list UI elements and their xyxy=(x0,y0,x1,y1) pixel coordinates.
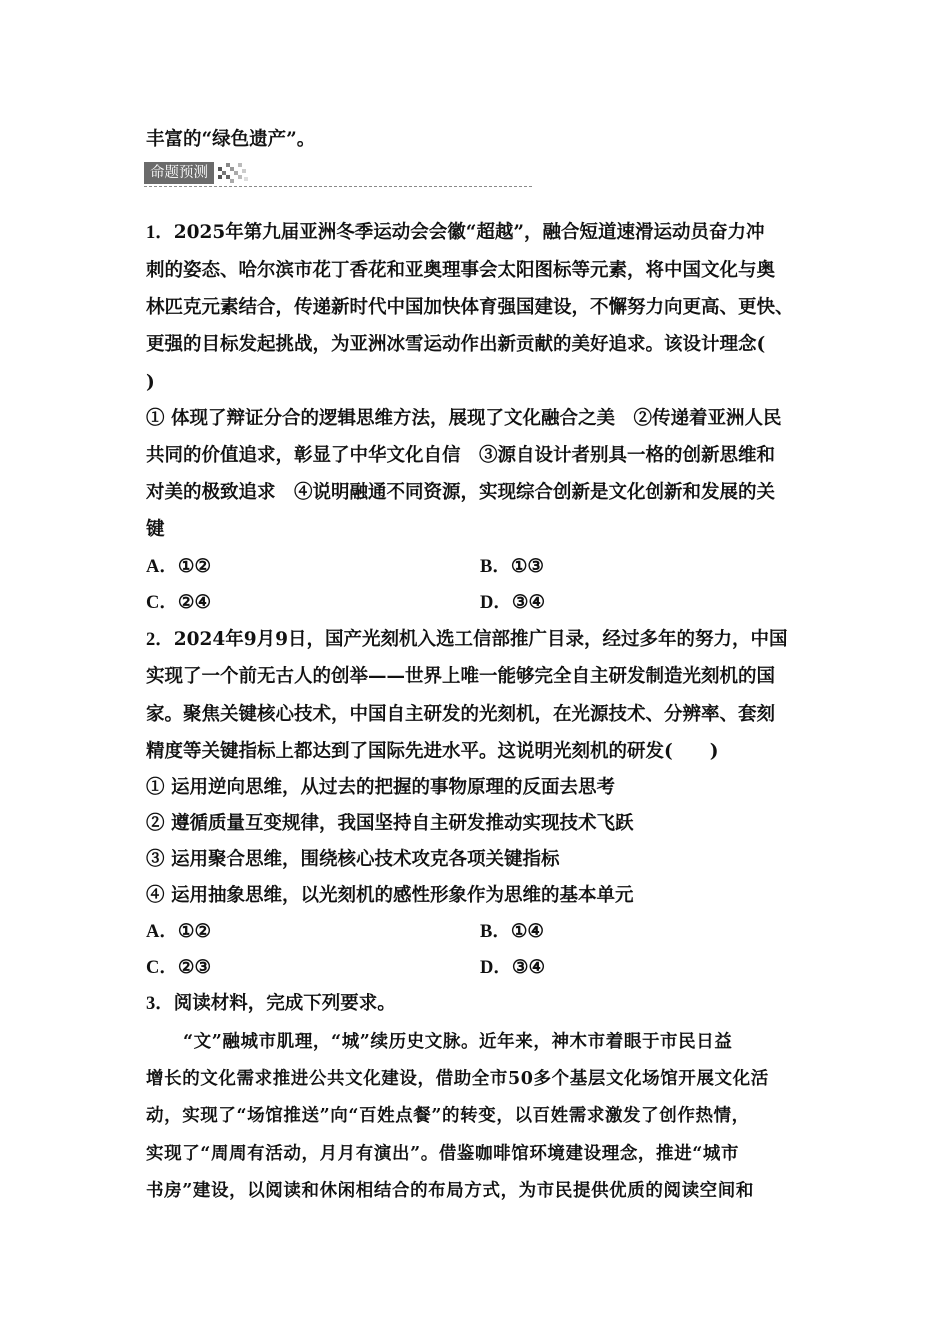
q1-stem-line-3: 林匹克元素结合，传递新时代中国加快体育强国建设，不懈努力向更高、更快、 xyxy=(146,297,794,318)
q1-stem-line-1: 1．2025年第九届亚洲冬季运动会会徽“超越”，融合短道速滑运动员奋力冲 xyxy=(146,222,765,243)
q2-stem-line-3: 家。聚焦关键核心技术，中国自主研发的光刻机，在光源技术、分辨率、套刻 xyxy=(146,704,776,725)
q1-stem-line-2: 刺的姿态、哈尔滨市花丁香花和亚奥理事会太阳图标等元素，将中国文化与奥 xyxy=(146,260,776,281)
q3-material-line-2: 增长的文化需求推进公共文化建设，借助全市50多个基层文化场馆开展文化活 xyxy=(146,1069,769,1089)
section-tag xyxy=(144,162,248,184)
q1-option-c[interactable]: C．②④ xyxy=(146,592,212,613)
q2-option-c[interactable]: C．②③ xyxy=(146,957,212,978)
q2-option-d[interactable]: D．③④ xyxy=(480,957,546,978)
q1-option-a[interactable]: A．①② xyxy=(146,556,212,577)
q1-stem-line-4: 更强的目标发起挑战，为亚洲冰雪运动作出新贡献的美好追求。该设计理念( xyxy=(146,334,766,355)
q3-material-line-5: 书房”建设，以阅读和休闲相结合的布局方式，为市民提供优质的阅读空间和 xyxy=(146,1181,754,1201)
q3-stem-line-1: 3．阅读材料，完成下列要求。 xyxy=(146,993,396,1014)
q2-option-a[interactable]: A．①② xyxy=(146,921,212,942)
q1-option-d[interactable]: D．③④ xyxy=(480,592,546,613)
q2-statement-line-4: ④ 运用抽象思维，以光刻机的感性形象作为思维的基本单元 xyxy=(146,885,634,906)
q2-option-b[interactable]: B．①④ xyxy=(480,921,545,942)
q1-statement-line-4: 键 xyxy=(146,519,165,540)
q1-option-b[interactable]: B．①③ xyxy=(480,556,545,577)
q3-number: 3． xyxy=(146,994,174,1014)
q2-statement-line-3: ③ 运用聚合思维，围绕核心技术攻克各项关键指标 xyxy=(146,849,560,870)
q3-material-line-1: “文”融城市肌理，“城”续历史文脉。近年来，神木市着眼于市民日益 xyxy=(183,1032,733,1052)
q1-statement-line-1: ① 体现了辩证分合的逻辑思维方法，展现了文化融合之美 ②传递着亚洲人民 xyxy=(146,408,782,429)
checker-decoration-icon xyxy=(218,163,248,183)
section-tag-label: 命题预测 xyxy=(144,162,214,184)
q1-number: 1． xyxy=(146,223,174,243)
q2-number: 2． xyxy=(146,630,174,650)
intro-tail-text: 丰富的“绿色遗产”。 xyxy=(146,129,316,150)
section-divider xyxy=(144,186,532,187)
q3-material-line-4: 实现了“周周有活动，月月有演出”。借鉴咖啡馆环境建设理念，推进“城市 xyxy=(146,1144,740,1164)
q1-statement-line-3: 对美的极致追求 ④说明融通不同资源，实现综合创新是文化创新和发展的关 xyxy=(146,482,776,503)
q2-stem-line-1: 2．2024年9月9日，国产光刻机入选工信部推广目录，经过多年的努力，中国 xyxy=(146,629,788,650)
q2-statement-line-1: ① 运用逆向思维，从过去的把握的事物原理的反面去思考 xyxy=(146,777,615,798)
q2-stem-line-2: 实现了一个前无古人的创举——世界上唯一能够完全自主研发制造光刻机的国 xyxy=(146,666,776,687)
q2-statement-line-2: ② 遵循质量互变规律，我国坚持自主研发推动实现技术飞跃 xyxy=(146,813,634,834)
q2-stem-line-4: 精度等关键指标上都达到了国际先进水平。这说明光刻机的研发( ) xyxy=(146,741,719,762)
q3-material-line-3: 动，实现了“场馆推送”向“百姓点餐”的转变，以百姓需求激发了创作热情， xyxy=(146,1106,750,1126)
q1-stem-line-5: ) xyxy=(146,372,155,393)
q1-statement-line-2: 共同的价值追求，彰显了中华文化自信 ③源自设计者别具一格的创新思维和 xyxy=(146,445,776,466)
